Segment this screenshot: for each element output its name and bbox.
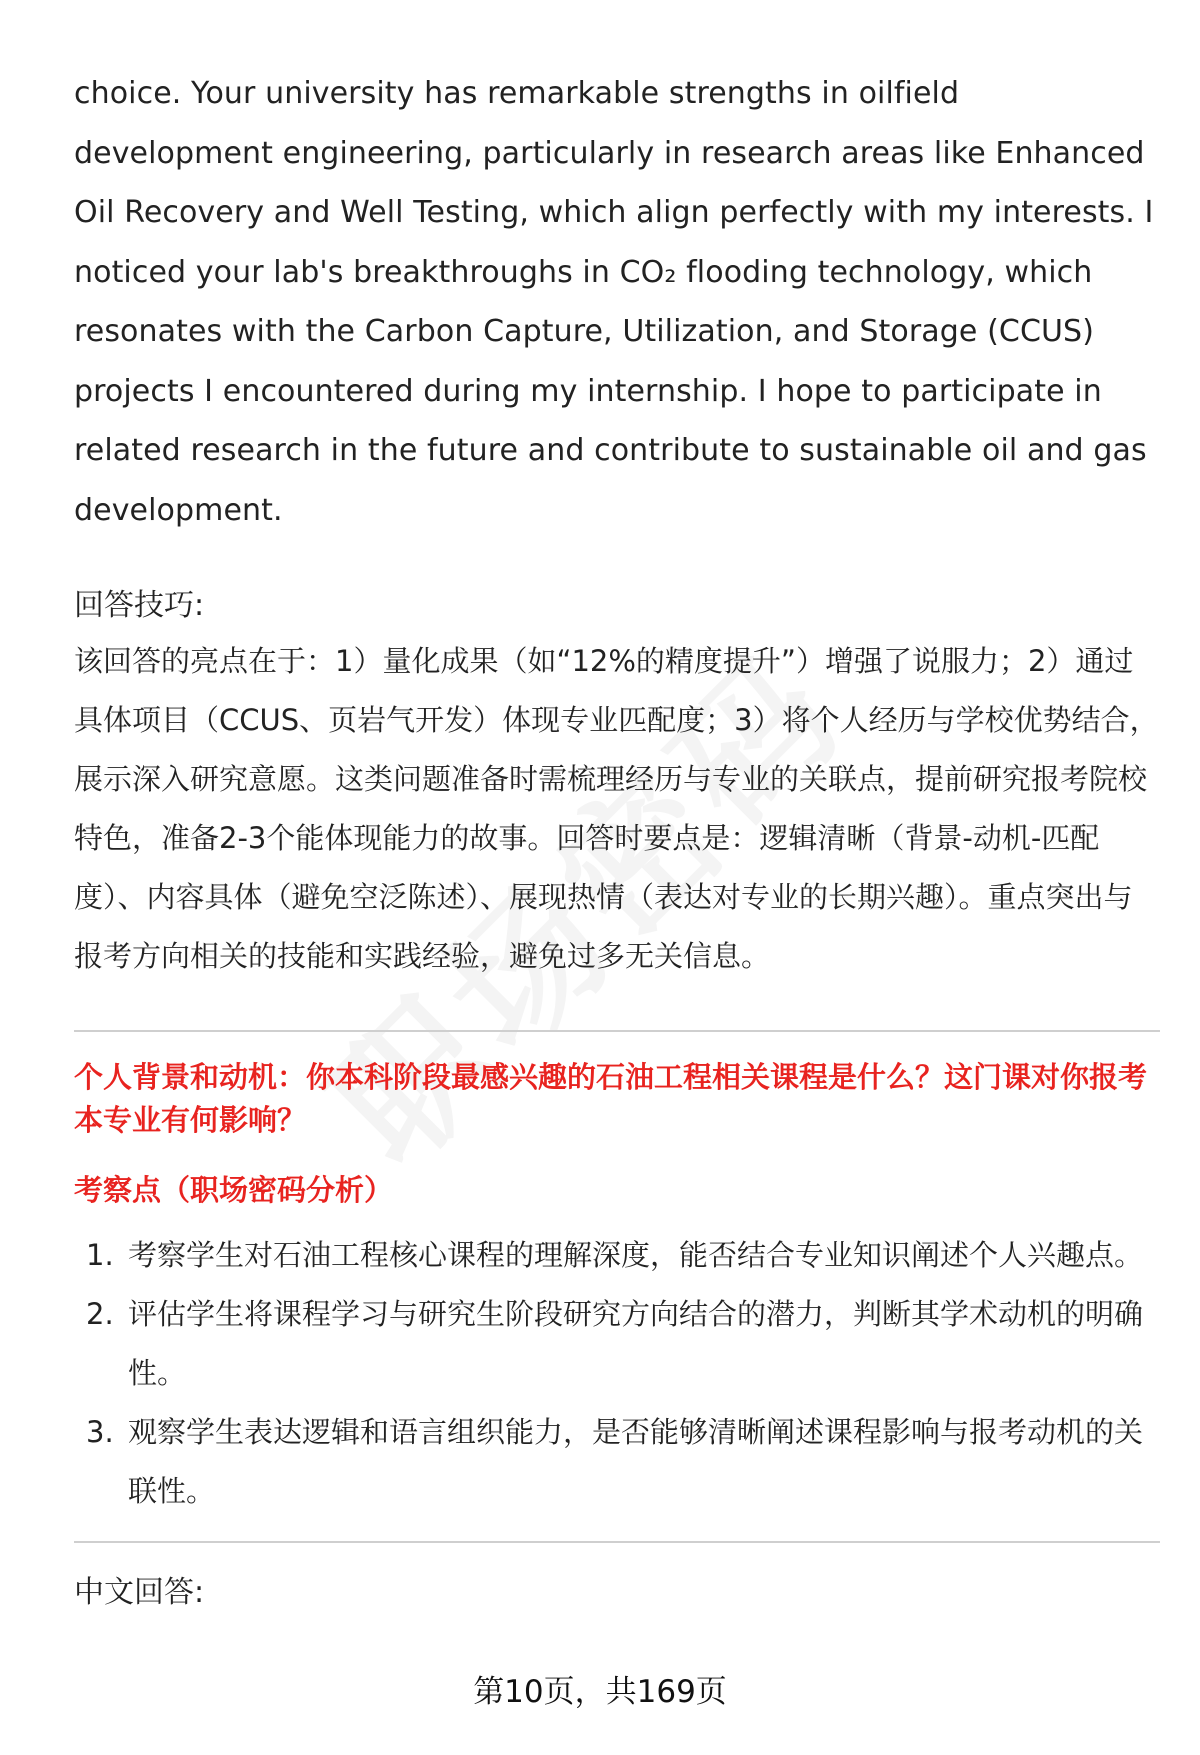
tips-paragraph: 该回答的亮点在于：1）量化成果（如“12%的精度提升”）增强了说服力；2）通过具体项目（CCUS、页岩气开发）体现专业匹配度；3）将个人经历与学校优势结合，展示深入研究意愿。这类问题准备时需梳理经历与专业的关联点，提前研究报考院校特色，准备2-3个能体现能力的故事。回答时要点是：逻辑清晰（背景-动机-匹配度）、内容具体（避免空泛陈述）、展现热情（表达对专业的长期兴趣）。重点突出与报考方向相关的技能和实践经验，避免过多无关信息。 — [74, 644, 1159, 973]
list-item — [74, 1403, 1160, 1521]
section-divider — [74, 1030, 1160, 1032]
list-item-number: 1. — [86, 1238, 114, 1272]
list-item-text: 观察学生表达逻辑和语言组织能力，是否能够清晰阐述课程影响与报考动机的关联性。 — [128, 1415, 1144, 1508]
list-item — [74, 1285, 1160, 1403]
list-item — [74, 1226, 1160, 1285]
tips-heading: 回答技巧: — [74, 588, 205, 623]
list-item-text: 考察学生对石油工程核心课程的理解深度，能否结合专业知识阐述个人兴趣点。 — [128, 1238, 1144, 1272]
page-number-footer: 第10页，共169页 — [473, 1674, 727, 1710]
list-item-number: 3. — [86, 1415, 114, 1449]
analysis-heading: 考察点（职场密码分析） — [74, 1173, 394, 1207]
list-item-number: 2. — [86, 1297, 114, 1331]
question-title: 个人背景和动机：你本科阶段最感兴趣的石油工程相关课程是什么？这门课对你报考本专业有何影响？ — [74, 1060, 1148, 1137]
section-divider — [74, 1541, 1160, 1543]
english-answer-paragraph: choice. Your university has remarkable strengths in oilfield development engineering, particularly in research areas like Enhanced Oil Recovery and Well Testing, which align perfectly with my interests. I noticed your lab's breakthroughs in CO₂ flooding technology, which resonates with the Carbon Capture, Utilization, and Storage (CCUS) projects I encountered during my internship. I hope to participate in related research in the future and contribute to sustainable oil and gas development. — [74, 76, 1154, 528]
analysis-points-list — [74, 1226, 1160, 1521]
document-page — [74, 64, 1160, 1613]
chinese-answer-heading: 中文回答: — [74, 1575, 205, 1610]
list-item-text: 评估学生将课程学习与研究生阶段研究方向结合的潜力，判断其学术动机的明确性。 — [128, 1297, 1144, 1390]
